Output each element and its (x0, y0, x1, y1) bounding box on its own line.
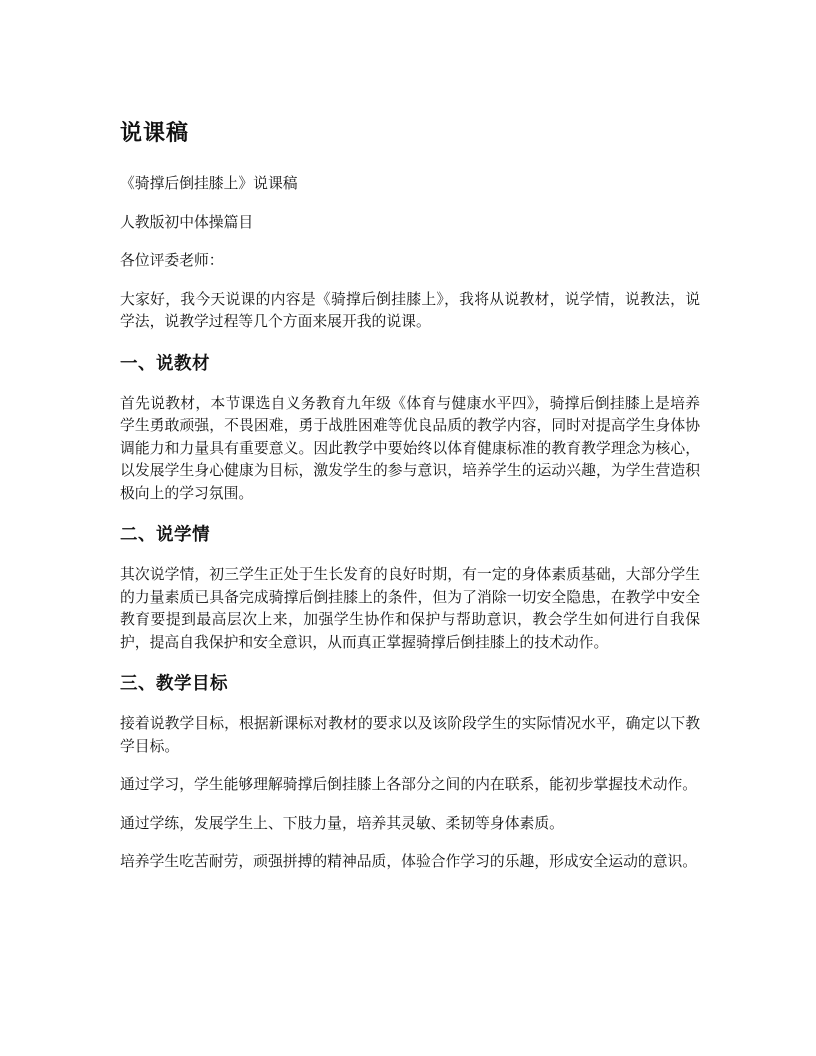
section-paragraph: 通过学习，学生能够理解骑撑后倒挂膝上各部分之间的内在联系，能初步掌握技术动作。 (120, 776, 698, 793)
section-paragraph: 通过学练，发展学生上、下肢力量，培养其灵敏、柔韧等身体素质。 (120, 814, 564, 832)
section-paragraph: 接着说教学目标，根据新课标对教材的要求以及该阶段学生的实际情况水平，确定以下教学目标。 (120, 715, 700, 755)
textbook-source: 人教版初中体操篇目 (120, 213, 254, 231)
greeting: 各位评委老师： (120, 252, 224, 269)
lesson-title: 《骑撑后倒挂膝上》说课稿 (120, 175, 298, 192)
intro-paragraph: 大家好，我今天说课的内容是《骑撑后倒挂膝上》，我将从说教材，说学情，说教法，说学法，说教学过程等几个方面来展开我的说课。 (120, 290, 700, 330)
section-heading-objectives: 三、教学目标 (120, 674, 228, 694)
section-paragraph: 其次说学情，初三学生正处于生长发育的良好时期，有一定的身体素质基础，大部分学生的力量素质已具备完成骑撑后倒挂膝上的条件，但为了消除一切安全隐患，在教学中安全教育要提到最高层次上来，加强学生协作和保护与帮助意识，教会学生如何进行自我保护，提高自我保护和安全意识，从而真正掌握骑撑后倒挂膝上的技术动作。 (120, 566, 700, 651)
section-paragraph: 首先说教材，本节课选自义务教育九年级《体育与健康水平四》，骑撑后倒挂膝上是培养学生勇敢顽强，不畏困难，勇于战胜困难等优良品质的教学内容，同时对提高学生身体协调能力和力量具有重要意义。因此教学中要始终以体育健康标准的教育教学理念为核心，以发展学生身心健康为目标，激发学生的参与意识，培养学生的运动兴趣，为学生营造积极向上的学习氛围。 (120, 394, 700, 502)
document-page (120, 120, 700, 874)
section-heading-students: 二、说学情 (120, 525, 210, 545)
section-paragraph: 培养学生吃苦耐劳，顽强拼搏的精神品质，体验合作学习的乐趣，形成安全运动的意识。 (120, 853, 698, 870)
page-title: 说课稿 (120, 121, 190, 146)
section-heading-textbook: 一、说教材 (120, 353, 210, 374)
